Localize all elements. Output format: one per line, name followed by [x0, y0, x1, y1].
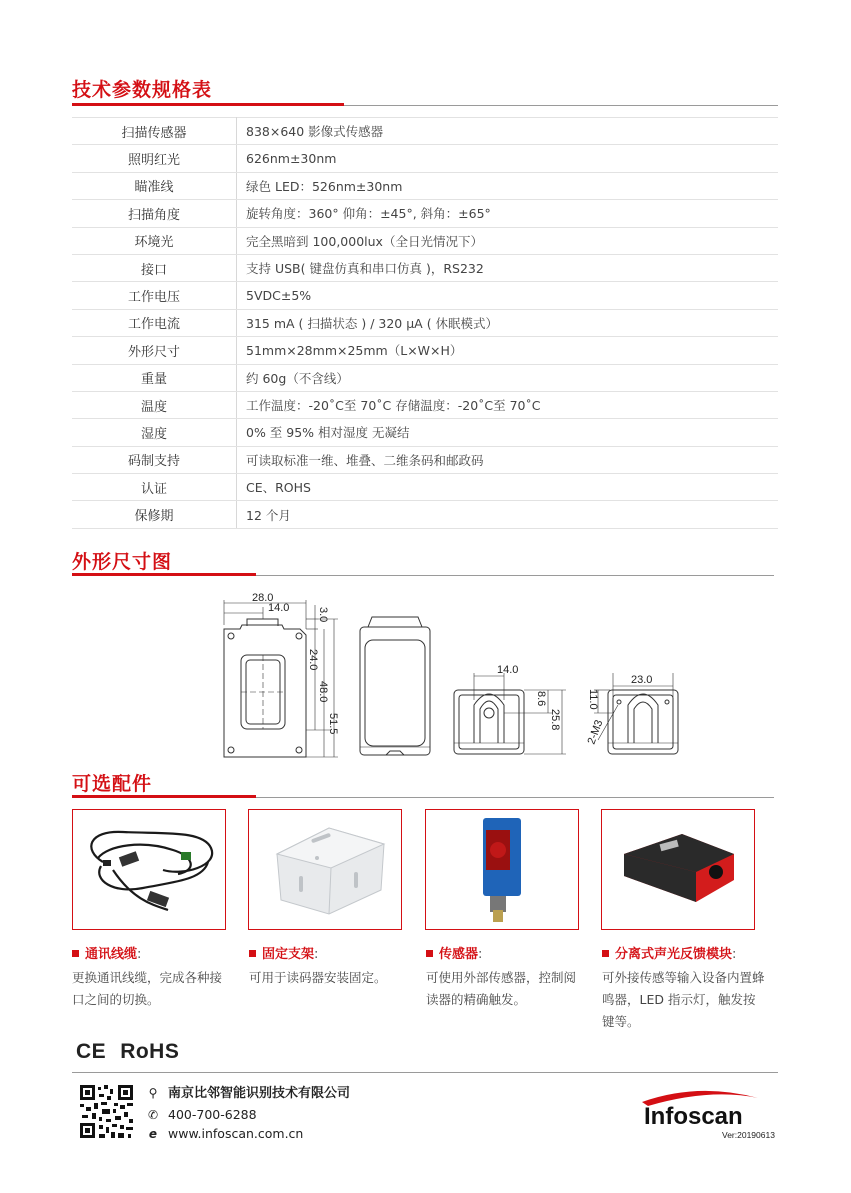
spec-value: 838×640 影像式传感器	[237, 118, 779, 145]
web-icon: e	[148, 1127, 158, 1141]
spec-label: 认证	[72, 474, 237, 501]
dim-h51: 51.5	[327, 713, 339, 735]
spec-row	[72, 200, 778, 227]
accessory-title-cable: 通讯线缆:	[72, 943, 141, 962]
footer-phone: ✆ 400-700-6288	[147, 1107, 257, 1122]
cable-image	[72, 809, 226, 930]
spec-value: 工作温度：-20˚C至 70˚C 存储温度：-20˚C至 70˚C	[237, 391, 779, 418]
dim-h48: 48.0	[317, 681, 329, 703]
location-icon: ⚲	[148, 1086, 158, 1100]
footer-website[interactable]: e www.infoscan.com.cn	[146, 1125, 303, 1143]
spec-label: 温度	[72, 391, 237, 418]
spec-row	[72, 282, 778, 309]
dim-side25: 25.8	[549, 709, 561, 731]
spec-row	[72, 227, 778, 254]
spec-label: 扫描传感器	[72, 118, 237, 145]
footer-rule	[72, 1072, 778, 1073]
dim-h24: 24.0	[307, 649, 319, 671]
spec-row	[72, 337, 778, 364]
spec-row	[72, 419, 778, 446]
spec-value: 约 60g（不含线）	[237, 364, 779, 391]
spec-value: 旋转角度：360° 仰角：±45°, 斜角：±65°	[237, 200, 779, 227]
front-view	[224, 600, 338, 757]
certification-marks	[76, 1040, 179, 1064]
dim-back11: 11.0	[587, 689, 599, 710]
dim-w28: 28.0	[252, 592, 274, 604]
spec-value: 315 mA ( 扫描状态 ) / 320 μA ( 休眠模式）	[237, 309, 779, 336]
dimension-section-title: 外形尺寸图	[72, 551, 173, 573]
spec-value: 完全黑暗到 100,000lux（全日光情况下）	[237, 227, 779, 254]
spec-row	[72, 501, 778, 528]
spec-row	[72, 474, 778, 501]
accessory-desc-sensor: 可使用外部传感器，控制阅读器的精确触发。	[426, 970, 577, 1007]
spec-value: 626nm±30nm	[237, 145, 779, 172]
spec-value: 51mm×28mm×25mm（L×W×H）	[237, 337, 779, 364]
spec-value: 5VDC±5%	[237, 282, 779, 309]
accessory-desc-bracket: 可用于读码器安装固定。	[249, 970, 387, 985]
qr-code-icon	[80, 1085, 133, 1138]
spec-value: 可读取标准一维、堆叠、二维条码和邮政码	[237, 446, 779, 473]
spec-label: 湿度	[72, 419, 237, 446]
spec-label: 工作电压	[72, 282, 237, 309]
spec-row	[72, 145, 778, 172]
version-label: Ver:20190613	[722, 1130, 775, 1140]
spec-section-title: 技术参数规格表	[72, 79, 213, 101]
spec-label: 保修期	[72, 501, 237, 528]
spec-label: 接口	[72, 254, 237, 281]
spec-row	[72, 446, 778, 473]
brand-wordmark: Infoscan	[644, 1103, 743, 1130]
dim-side8: 8.6	[535, 691, 547, 707]
spec-row	[72, 254, 778, 281]
spec-label: 重量	[72, 364, 237, 391]
accessory-title-feedback: 分离式声光反馈模块:	[602, 943, 736, 962]
spec-value: CE、ROHS	[237, 474, 779, 501]
spec-value: 0% 至 95% 相对湿度 无凝结	[237, 419, 779, 446]
accessory-title-bracket: 固定支架:	[249, 943, 318, 962]
phone-icon: ✆	[147, 1108, 159, 1122]
dim-back23: 23.0	[631, 674, 653, 686]
spec-label: 环境光	[72, 227, 237, 254]
ce-mark: CE	[76, 1040, 107, 1063]
spec-row	[72, 309, 778, 336]
spec-label: 照明红光	[72, 145, 237, 172]
accessory-title-sensor: 传感器:	[426, 943, 482, 962]
feedback-module-image	[601, 809, 755, 930]
spec-row	[72, 118, 778, 145]
spec-title-accent	[72, 103, 344, 106]
spec-row	[72, 391, 778, 418]
accessories-title-accent	[72, 795, 256, 798]
spec-table	[72, 117, 778, 529]
spec-label: 工作电流	[72, 309, 237, 336]
accessory-desc-feedback: 可外接传感等输入设备内置蜂鸣器，LED 指示灯，触发按键等。	[602, 970, 765, 1029]
spec-value: 12 个月	[237, 501, 779, 528]
dimension-drawing	[0, 585, 851, 770]
sensor-image	[425, 809, 579, 930]
infoscan-logo	[640, 1088, 780, 1132]
rohs-mark: RoHS	[120, 1040, 180, 1063]
spec-label: 外形尺寸	[72, 337, 237, 364]
accessories-section-title: 可选配件	[72, 773, 153, 795]
spec-label: 码制支持	[72, 446, 237, 473]
spec-label: 瞄准线	[72, 172, 237, 199]
bracket-image	[248, 809, 402, 930]
accessory-desc-cable: 更换通讯线缆，完成各种接口之间的切换。	[72, 970, 223, 1007]
side-view	[360, 617, 430, 755]
dim-h3: 3.0	[317, 607, 329, 623]
footer-company: ⚲ 南京比邻智能识别技术有限公司	[146, 1084, 350, 1102]
spec-value: 支持 USB( 键盘仿真和串口仿真 )，RS232	[237, 254, 779, 281]
spec-row	[72, 172, 778, 199]
spec-row	[72, 364, 778, 391]
dimension-title-accent	[72, 573, 256, 576]
spec-value: 绿色 LED：526nm±30nm	[237, 172, 779, 199]
spec-label: 扫描角度	[72, 200, 237, 227]
dim-m3: 2-M3	[585, 718, 606, 747]
dim-w14: 14.0	[268, 602, 290, 614]
dim-side14: 14.0	[497, 664, 519, 676]
